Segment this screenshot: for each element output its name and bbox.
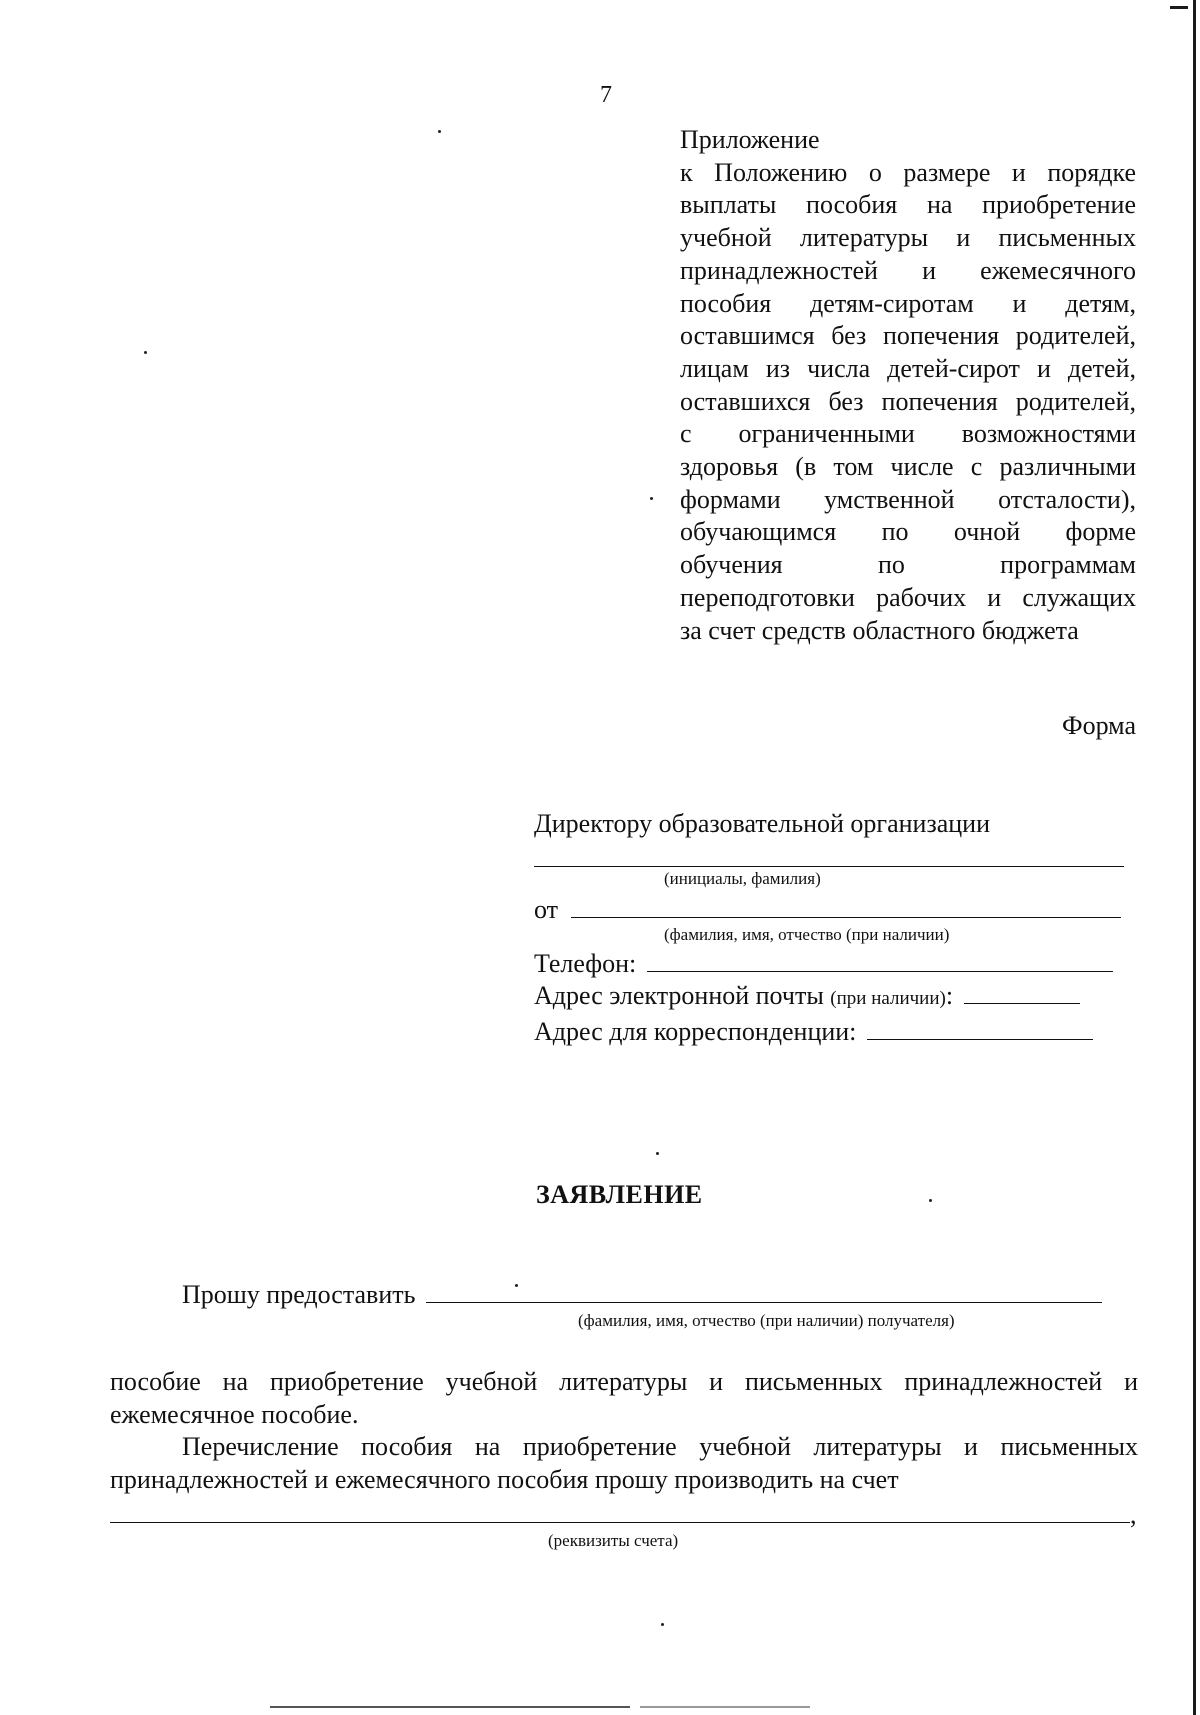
appendix-line: обучающимся по очной форме: [680, 517, 1136, 547]
email-note: (при наличии): [830, 988, 946, 1009]
director-name-line[interactable]: [534, 856, 1124, 867]
email-label: Адрес электронной почты: [534, 981, 824, 1010]
director-caption: (инициалы, фамилия): [664, 869, 821, 888]
scan-speck: [650, 497, 653, 500]
correspondence-label: Адрес для корреспонденции:: [534, 1017, 857, 1046]
appendix-line: с ограниченными возможностями: [680, 419, 1136, 449]
from-caption: (фамилия, имя, отчество (при наличии): [664, 925, 950, 944]
appendix-block: [680, 124, 1136, 647]
account-details-line[interactable]: [110, 1500, 1130, 1523]
from-name-line[interactable]: [571, 893, 1121, 918]
appendix-line: к Положению о размере и порядке: [680, 157, 1136, 187]
email-line[interactable]: [964, 979, 1080, 1004]
request-row: [110, 1278, 1138, 1331]
account-comma: ,: [1130, 1500, 1137, 1529]
account-caption: (реквизиты счета): [548, 1531, 679, 1550]
appendix-line: учебной литературы и письменных: [680, 223, 1136, 253]
scan-speck: [144, 351, 147, 354]
request-label: Прошу предоставить: [182, 1280, 416, 1309]
from-row: [534, 893, 1134, 925]
addressee-heading: Директору образовательной организации: [534, 809, 990, 838]
appendix-line: оставшихся без попечения родителей,: [680, 386, 1136, 416]
appendix-line: оставшимся без попечения родителей,: [680, 321, 1136, 351]
request-text-line: ежемесячное пособие.: [110, 1399, 359, 1429]
phone-row: [534, 947, 1134, 979]
appendix-line: выплаты пособия на приобретение: [680, 190, 1136, 220]
scan-speck: [929, 1199, 932, 1202]
appendix-line: формами умственной отсталости),: [680, 484, 1136, 514]
request-line: [110, 1278, 1138, 1311]
request-paragraph: [110, 1366, 1138, 1496]
phone-line[interactable]: [647, 947, 1113, 972]
scan-border-line: [1193, 0, 1196, 1715]
phone-label: Телефон:: [534, 949, 637, 978]
appendix-line: принадлежностей и ежемесячного: [680, 255, 1136, 285]
email-row: [534, 979, 1134, 1015]
correspondence-row: [534, 1015, 1134, 1048]
email-colon: :: [945, 981, 954, 1010]
scan-border-tick: [1170, 6, 1188, 9]
document-title: ЗАЯВЛЕНИЕ: [536, 1180, 703, 1209]
appendix-line: Приложение: [680, 125, 820, 154]
appendix-line: здоровья (в том числе с различными: [680, 452, 1136, 482]
correspondence-line[interactable]: [867, 1015, 1093, 1040]
appendix-line: пособия детям-сиротам и детям,: [680, 288, 1136, 318]
page-number: 7: [600, 82, 612, 108]
scan-artifact-line: [270, 1706, 630, 1708]
request-text-line: пособие на приобретение учебной литературы и письменных принадлежностей и: [110, 1367, 1138, 1396]
scan-speck: [661, 1623, 664, 1626]
transfer-text-line: принадлежностей и ежемесячного пособия прошу производить на счет: [110, 1464, 899, 1494]
director-line-row: [534, 852, 1134, 867]
addressee-block: [534, 808, 1134, 1048]
appendix-line: лицам из числа детей-сирот и детей,: [680, 353, 1136, 383]
appendix-line: переподготовки рабочих и служащих: [680, 582, 1136, 612]
recipient-caption: (фамилия, имя, отчество (при наличии) получателя): [578, 1311, 955, 1330]
recipient-name-line[interactable]: [426, 1278, 1102, 1303]
account-line-row: [110, 1500, 1138, 1529]
appendix-line: обучения по программам: [680, 550, 1136, 580]
transfer-text-line: Перечисление пособия на приобретение учебной литературы и письменных: [182, 1432, 1138, 1461]
scan-artifact-line: [640, 1706, 810, 1708]
from-label: от: [534, 895, 559, 924]
scan-speck: [438, 130, 441, 133]
form-label: Форма: [1062, 711, 1136, 740]
scan-speck: [656, 1152, 659, 1155]
account-row: [110, 1500, 1138, 1551]
appendix-line: за счет средств областного бюджета: [680, 615, 1079, 645]
